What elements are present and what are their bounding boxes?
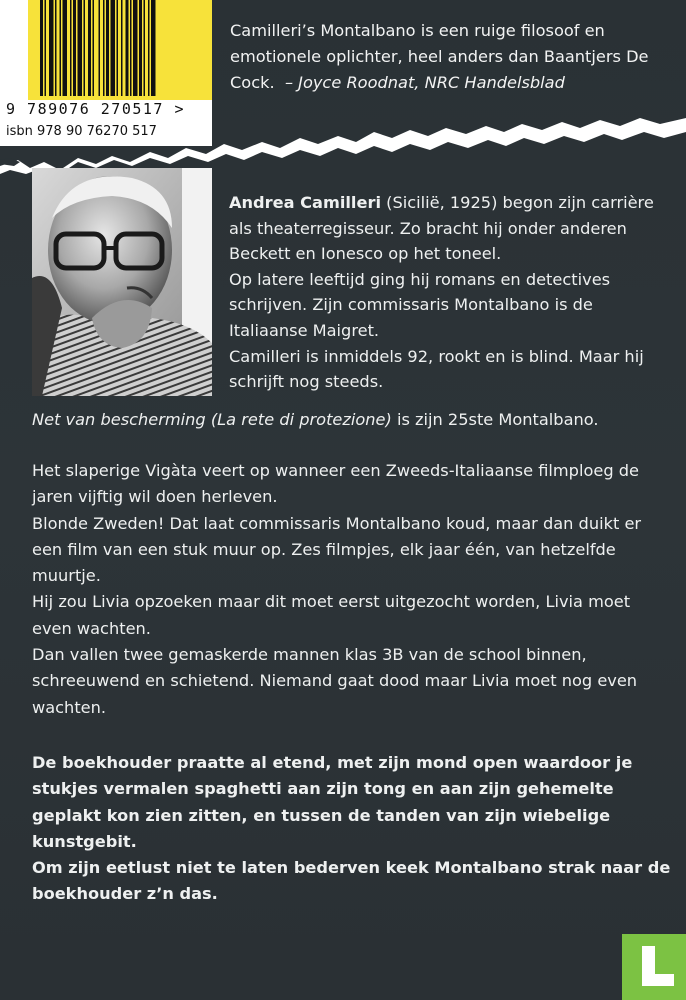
barcode-bar	[88, 0, 91, 96]
barcode-bar	[93, 0, 95, 96]
barcode-bar	[111, 0, 116, 96]
barcode-bar	[117, 0, 119, 96]
barcode-digits: 9 789076 270517 >	[6, 100, 186, 118]
author-name: Andrea Camilleri	[229, 193, 381, 212]
bio-paragraph-1	[229, 190, 669, 267]
publisher-logo-icon	[622, 934, 686, 1000]
synopsis-paragraph: Het slaperige Vigàta veert op wanneer een Zweeds-Italiaanse filmploeg de jaren vijftig wil doen herleven.	[32, 461, 639, 507]
quote-text: Camilleri’s Montalbano is een ruige filosoof en emotionele oplichter, heel anders dan Baantjers De Cock.	[230, 21, 649, 92]
author-photo	[32, 168, 212, 396]
barcode-bar	[78, 0, 83, 96]
synopsis	[32, 458, 662, 721]
excerpt-paragraph: Om zijn eetlust niet te laten bederven keek Montalbano strak naar de boekhouder z’n das.	[32, 858, 671, 904]
barcode-bar	[73, 0, 76, 96]
barcode-bar	[45, 0, 47, 96]
barcode-bars	[40, 0, 190, 96]
barcode-bar	[106, 0, 109, 96]
author-bio	[229, 190, 669, 395]
barcode-bar	[60, 0, 62, 96]
barcode-bar	[99, 0, 101, 96]
barcode-bar	[40, 0, 43, 96]
barcode-bar	[144, 0, 146, 96]
isbn-label: isbn 978 90 76270 517	[6, 124, 157, 139]
barcode-bar	[70, 0, 72, 96]
barcode-bar	[121, 0, 123, 96]
excerpt	[32, 750, 672, 908]
barcode-bar	[148, 0, 150, 96]
excerpt-paragraph: De boekhouder praatte al etend, met zijn mond open waardoor je stukjes vermalen spaghetti aan zijn tong en aan zijn gehemelte geplakt kon zien zitten, en tussen de tanden van zijn wiebelige kunstgebit.	[32, 753, 633, 851]
synopsis-paragraph: Dan vallen twee gemaskerde mannen klas 3B van de school binnen, schreeuwend en schietend. Niemand gaat dood maar Livia moet nog even wachten.	[32, 645, 638, 717]
logo-l-horizontal	[642, 974, 674, 986]
synopsis-paragraph: Hij zou Livia opzoeken maar dit moet eerst uitgezocht worden, Livia moet even wachten.	[32, 592, 631, 638]
bio-text-1: (Sicilië, 1925) begon zijn carrière als theaterregisseur. Zo bracht hij onder anderen Beckett en Ionesco op het toneel.	[229, 193, 654, 264]
barcode-bar	[103, 0, 105, 96]
barcode-bar	[84, 0, 86, 96]
barcode-bar	[133, 0, 138, 96]
novel-line	[32, 407, 672, 433]
synopsis-paragraph: Blonde Zweden! Dat laat commissaris Montalbano koud, maar dan duikt er een film van een stuk muur op. Zes filmpjes, elk jaar één, van hetzelfde muurtje.	[32, 513, 642, 586]
bio-paragraph-3: Camilleri is inmiddels 92, rookt en is blind. Maar hij schrijft nog steeds.	[229, 346, 644, 392]
barcode-bar	[49, 0, 54, 96]
review-quote	[230, 18, 670, 96]
bio-paragraph-2: Op latere leeftijd ging hij romans en detectives schrijven. Zijn commissaris Montalbano is de Italiaanse Maigret.	[229, 269, 611, 340]
barcode-bar	[55, 0, 57, 96]
novel-rest: is zijn 25ste Montalbano.	[391, 410, 599, 429]
barcode-bar	[130, 0, 132, 96]
barcode-bar	[139, 0, 142, 96]
quote-source: – Joyce Roodnat, NRC Handelsblad	[284, 73, 565, 92]
barcode-bar	[126, 0, 129, 96]
novel-title: Net van bescherming (La rete di protezione)	[32, 410, 392, 429]
barcode-bar	[63, 0, 68, 96]
barcode-bar	[151, 0, 156, 96]
